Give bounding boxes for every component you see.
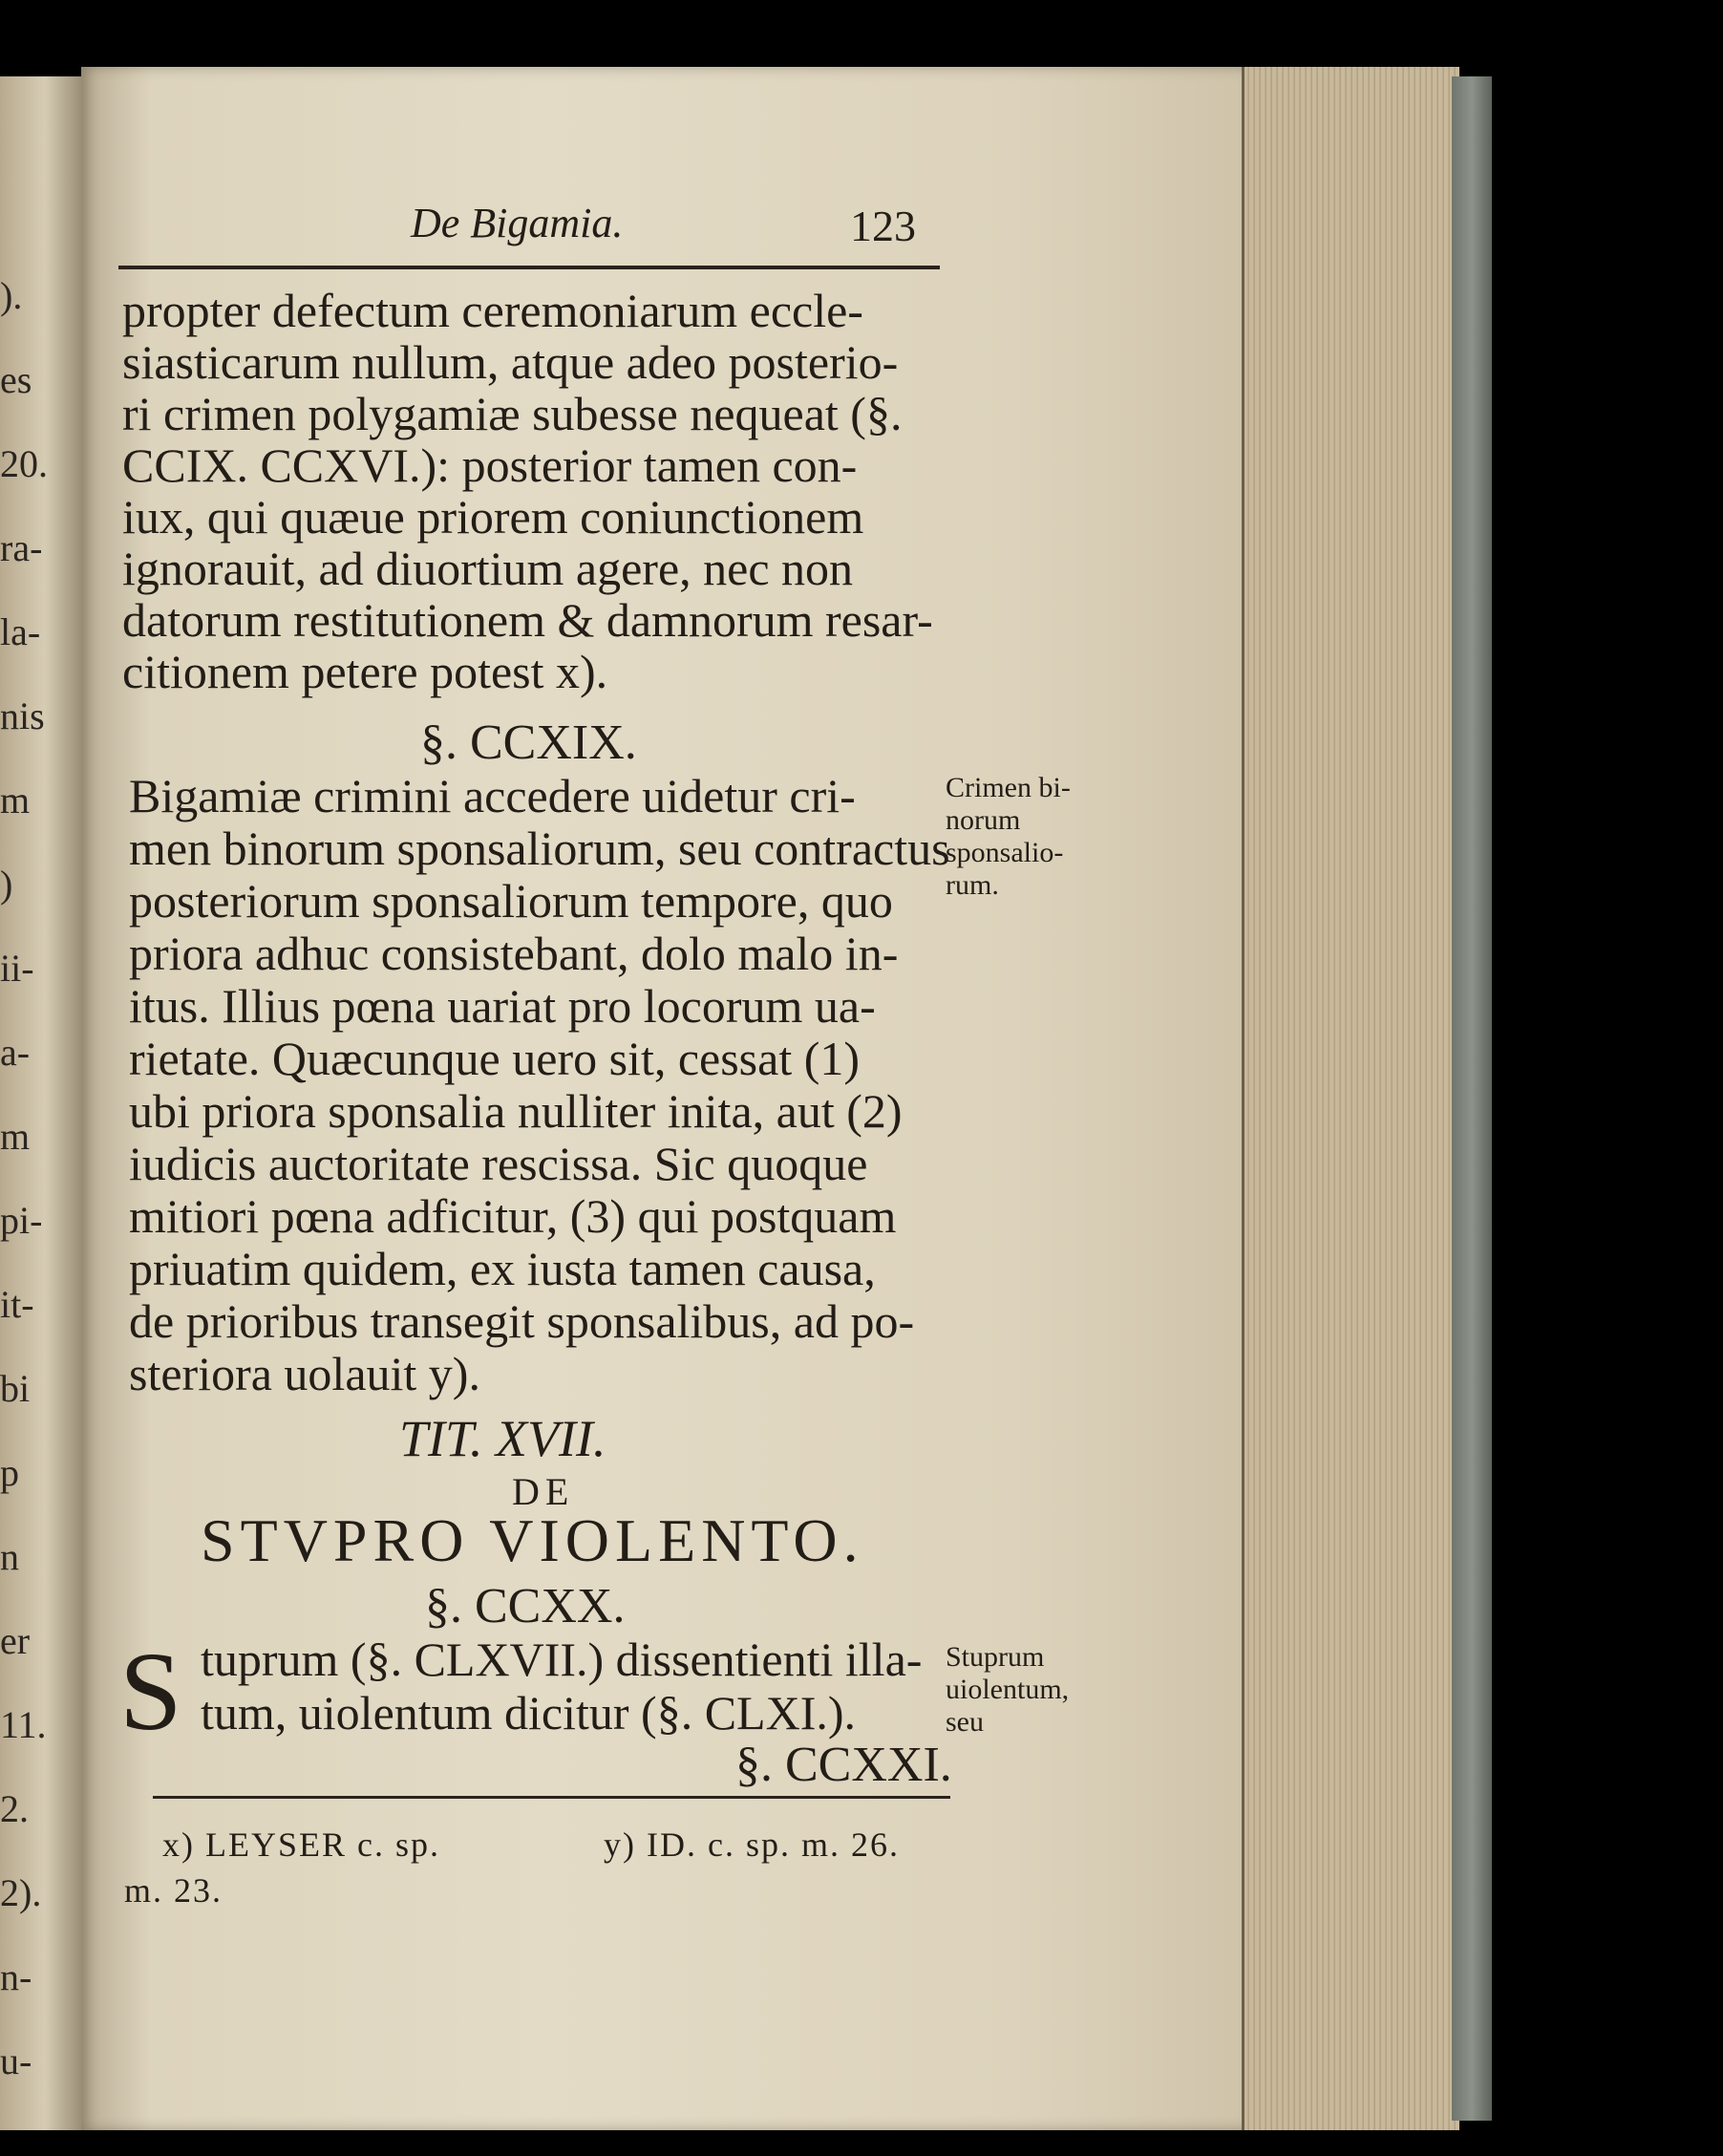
- margin-note-219-line-1: Crimen bi-: [946, 772, 1071, 803]
- left-fragment-20: 2).: [0, 1871, 42, 1914]
- book-cover: [1452, 76, 1492, 2121]
- section-219-line-8: iudicis auctoritate rescissa. Sic quoque: [129, 1137, 868, 1190]
- title-de: DE: [512, 1470, 575, 1513]
- left-fragment-18: 11.: [0, 1703, 47, 1746]
- title-subject: STVPRO VIOLENTO.: [201, 1506, 864, 1574]
- margin-note-219-line-3: sponsalio-: [946, 837, 1064, 868]
- left-fragment-4: ra-: [0, 526, 43, 569]
- margin-note-219-line-4: rum.: [946, 869, 999, 901]
- section-heading-219: §. CCXIX.: [420, 715, 637, 770]
- left-fragment-5: la-: [0, 610, 41, 653]
- left-fragment-7: m: [0, 779, 31, 822]
- section-heading-220: §. CCXX.: [425, 1579, 626, 1633]
- footnote-rule: [153, 1796, 950, 1799]
- body-line-2: siasticarum nullum, atque adeo posterio-: [122, 335, 899, 389]
- section-heading-221: §. CCXXI.: [735, 1738, 952, 1792]
- left-fragment-12: pi-: [0, 1199, 43, 1242]
- section-219-line-12: steriora uolauit y).: [129, 1347, 480, 1400]
- footnote-x: x) LEYSER c. sp.: [162, 1825, 440, 1864]
- section-219-line-4: priora adhuc consistebant, dolo malo in-: [129, 927, 899, 980]
- header-rule: [118, 266, 940, 269]
- body-line-7: datorum restitutionem & damnorum resar-: [122, 593, 933, 647]
- left-fragment-10: a-: [0, 1031, 31, 1074]
- left-fragment-8: ): [0, 863, 13, 906]
- left-fragment-1: ).: [0, 274, 23, 317]
- section-219-line-2: men binorum sponsaliorum, seu contractus: [129, 822, 950, 875]
- section-219-line-11: de prioribus transegit sponsalibus, ad po-: [129, 1294, 915, 1348]
- section-219-line-1: Bigamiæ crimini accedere uidetur cri-: [129, 769, 856, 822]
- page-edges: [1242, 67, 1459, 2130]
- left-fragment-22: u-: [0, 2039, 32, 2082]
- left-fragment-21: n-: [0, 1955, 32, 1998]
- left-fragment-13: it-: [0, 1283, 34, 1326]
- section-220-line-2: tum, uiolentum dicitur (§. CLXI.).: [201, 1686, 857, 1740]
- left-fragment-15: p: [0, 1451, 19, 1494]
- page-number: 123: [850, 202, 916, 250]
- left-fragment-19: 2.: [0, 1787, 29, 1830]
- footnote-continuation: m. 23.: [124, 1871, 223, 1910]
- left-fragment-9: ii-: [0, 947, 34, 990]
- body-line-5: iux, qui quæue priorem coniunctionem: [122, 490, 864, 544]
- left-fragment-11: m: [0, 1115, 31, 1158]
- body-line-1: propter defectum ceremoniarum eccle-: [122, 284, 863, 337]
- body-line-3: ri crimen polygamiæ subesse nequeat (§.: [122, 387, 903, 440]
- left-fragment-3: 20.: [0, 442, 48, 485]
- section-219-line-10: priuatim quidem, ex iusta tamen causa,: [129, 1242, 876, 1295]
- title-number: TIT. XVII.: [399, 1410, 606, 1467]
- section-219-line-3: posteriorum sponsaliorum tempore, quo: [129, 874, 893, 928]
- running-title: De Bigamia.: [411, 200, 624, 246]
- body-line-8: citionem petere potest x).: [122, 645, 608, 698]
- section-219-line-6: rietate. Quæcunque uero sit, cessat (1): [129, 1032, 861, 1085]
- body-line-6: ignorauit, ad diuortium agere, nec non: [122, 542, 854, 595]
- left-fragment-2: es: [0, 358, 32, 401]
- section-219-line-9: mitiori pœna adficitur, (3) qui postquam: [129, 1189, 897, 1243]
- margin-note-220-line-2: uiolentum,: [946, 1674, 1070, 1705]
- margin-note-220-line-1: Stuprum: [946, 1641, 1045, 1673]
- footnote-y: y) ID. c. sp. m. 26.: [604, 1825, 900, 1864]
- left-fragment-17: er: [0, 1619, 31, 1662]
- section-220-line-1: tuprum (§. CLXVII.) dissentienti illa-: [201, 1633, 923, 1686]
- margin-note-219-line-2: norum: [946, 804, 1021, 836]
- drop-cap: S: [119, 1629, 182, 1754]
- left-fragment-16: n: [0, 1535, 19, 1578]
- margin-note-220-line-3: seu: [946, 1706, 984, 1738]
- body-line-4: CCIX. CCXVI.): posterior tamen con-: [122, 438, 858, 492]
- section-219-line-7: ubi priora sponsalia nulliter inita, aut (2): [129, 1084, 903, 1138]
- section-219-line-5: itus. Illius pœna uariat pro locorum ua-: [129, 979, 876, 1033]
- left-fragment-14: bi: [0, 1367, 31, 1410]
- left-fragment-6: nis: [0, 694, 45, 737]
- left-page-fragment: [0, 76, 81, 2130]
